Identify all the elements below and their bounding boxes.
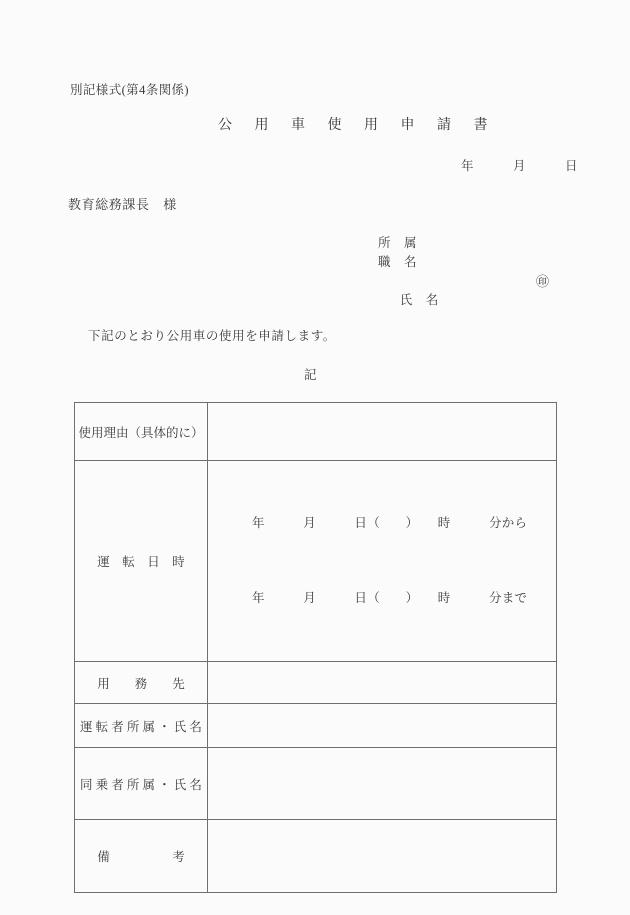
row-label-text: 運 転 者 所 属 ・ 氏 名 xyxy=(80,719,202,734)
datetime-from-line: 年 月 日（ ） 時 分から xyxy=(252,516,528,530)
applicant-position-label: 職 名 xyxy=(378,255,418,269)
row-value-reason[interactable] xyxy=(208,403,557,461)
request-statement: 下記のとおり公用車の使用を申請します。 xyxy=(88,329,336,343)
datetime-fields xyxy=(208,461,556,661)
row-label-remarks xyxy=(75,820,208,893)
ki-marker: 記 xyxy=(304,368,317,382)
row-label-text: 同 乗 者 所 属 ・ 氏 名 xyxy=(80,777,202,792)
applicant-affiliation-label: 所 属 xyxy=(378,236,418,250)
table-row xyxy=(75,704,557,748)
row-label-text: 使用理由（具体的に） xyxy=(78,425,204,440)
row-value-destination[interactable] xyxy=(208,662,557,704)
row-value-passengers[interactable] xyxy=(208,748,557,820)
row-label-destination xyxy=(75,662,208,704)
submission-date-line: 年 月 日 xyxy=(461,159,579,173)
row-label-drive-datetime xyxy=(75,461,208,662)
table-row xyxy=(75,461,557,662)
row-value-driver[interactable] xyxy=(208,704,557,748)
applicant-block xyxy=(378,234,550,307)
row-label-text: 運 転 日 時 xyxy=(97,555,185,569)
table-row xyxy=(75,403,557,461)
row-value-drive-datetime[interactable] xyxy=(208,461,557,662)
applicant-name-row xyxy=(378,272,550,307)
table-row xyxy=(75,748,557,820)
table-row xyxy=(75,820,557,893)
row-label-text: 備 考 xyxy=(97,850,185,864)
row-label-driver xyxy=(75,704,208,748)
row-label-reason xyxy=(75,403,208,461)
seal-icon: ㊞ xyxy=(536,274,550,289)
datetime-to-line: 年 月 日（ ） 時 分まで xyxy=(252,591,528,605)
form-number: 別記様式(第4条関係) xyxy=(70,83,189,97)
row-value-remarks[interactable] xyxy=(208,820,557,893)
row-label-passengers xyxy=(75,748,208,820)
application-form-table xyxy=(74,402,557,893)
row-label-text: 用 務 先 xyxy=(97,676,185,691)
page-title: 公 用 車 使 用 申 請 書 xyxy=(218,118,497,133)
addressee: 教育総務課長 様 xyxy=(68,197,177,212)
applicant-name-label: 氏 名 xyxy=(399,293,439,307)
table-row xyxy=(75,662,557,704)
